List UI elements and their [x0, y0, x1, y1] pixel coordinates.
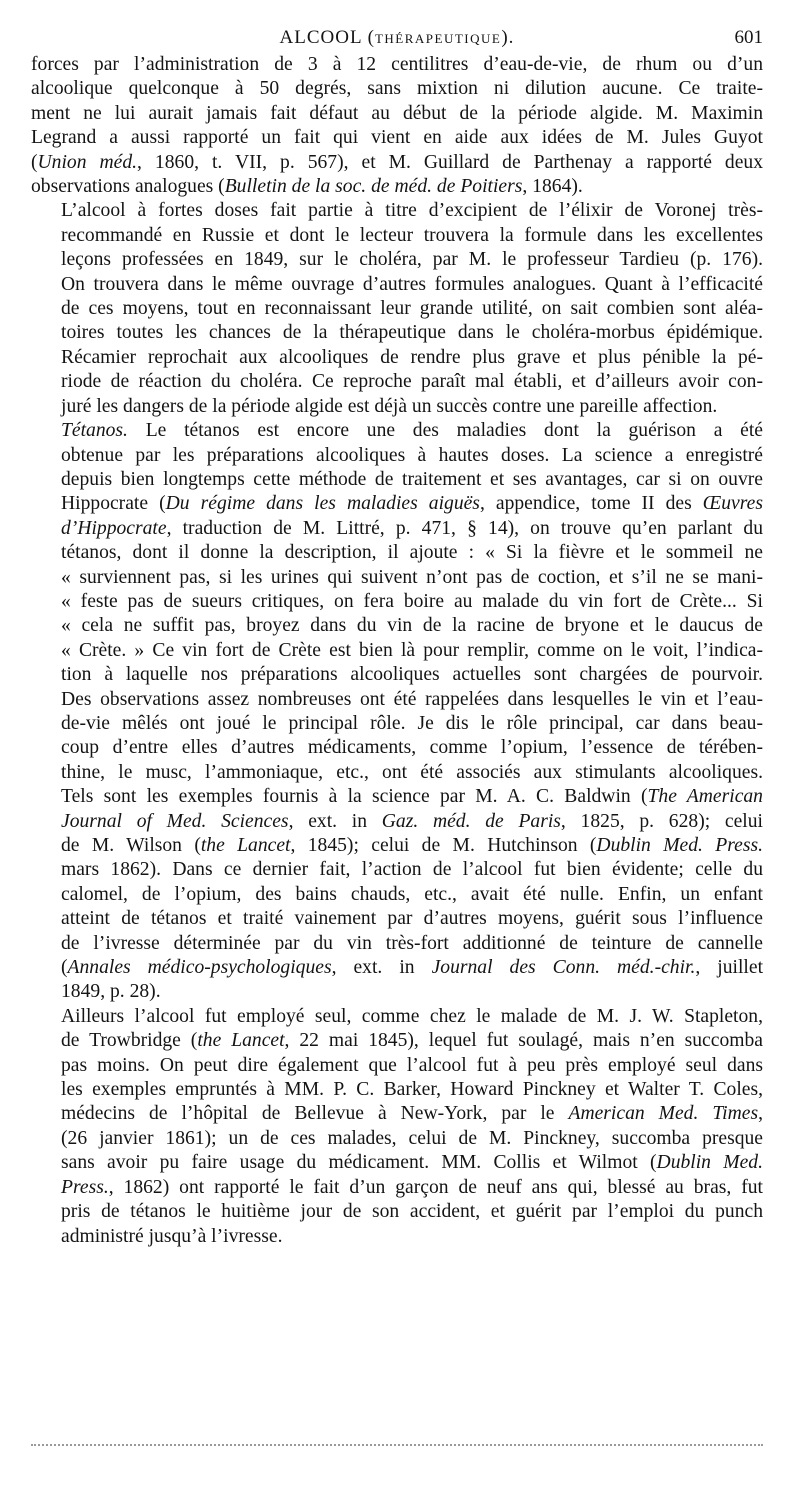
text-run: « surviennent pas, si les urines qui suivent n’ont pas de coction, et s’il ne se mani- [61, 566, 763, 588]
running-title-small: THÉRAPEUTIQUE [374, 31, 502, 46]
italic-run: Union méd. [37, 151, 138, 173]
footer-rule [31, 1444, 763, 1446]
text-line [31, 77, 763, 101]
document-page [31, 27, 763, 1249]
text-run: , traduction de M. Littré, p. 471, § 14), on trouve qu’en parlant du [166, 517, 763, 539]
text-run: « feste pas de sueurs critiques, on fera boire au malade du vin fort de Crète... Si [61, 590, 763, 612]
text-run: L’alcool à fortes doses fait partie à titre d’excipient de l’élixir de Voronej très- [61, 200, 763, 222]
text-run: pas moins. On peut dire également que l’alcool fut à peu près employé seul dans [61, 1054, 763, 1076]
text-run: , 22 mai 1845), lequel fut soulagé, mais n’en succomba [284, 1030, 763, 1052]
text-line [31, 1200, 763, 1224]
italic-run: The American [647, 786, 763, 808]
paragraph [31, 199, 763, 419]
text-line [31, 712, 763, 736]
text-run: Récamier reprochait aux alcooliques de rendre plus grave et plus pénible la pé- [61, 346, 763, 368]
text-line [31, 248, 763, 272]
text-run: Legrand a aussi rapporté un fait qui vient en aide aux idées de M. Jules Guyot [31, 127, 763, 149]
text-line [31, 1102, 763, 1126]
text-line [31, 639, 763, 663]
text-run: obtenue par les préparations alcooliques à hautes doses. La science a enregistré [61, 444, 763, 466]
italic-run: Journal of Med. Sciences [61, 810, 289, 832]
text-line [31, 346, 763, 370]
text-line [31, 663, 763, 687]
text-run: On trouvera dans le même ouvrage d’autres formules analogues. Quant à l’efficacité [61, 273, 763, 295]
italic-run: d’Hippocrate [61, 517, 167, 539]
italic-run: the Lancet [197, 1030, 285, 1052]
text-run: forces par l’administration de 3 à 12 centilitres d’eau-de-vie, de rhum ou d’un [31, 54, 763, 75]
text-run: depuis bien longtemps cette méthode de traitement et ses avantages, car si on ouvre [61, 468, 763, 490]
text-run: , 1825, p. 628); celui [560, 810, 763, 832]
italic-run: Gaz. méd. de Paris [381, 810, 561, 832]
text-run: ( [61, 957, 68, 979]
running-head [31, 27, 763, 53]
text-line [31, 151, 763, 175]
text-run: de-vie mêlés ont joué le principal rôle. Je dis le rôle principal, car dans beau- [61, 712, 763, 734]
text-run: « cela ne suffit pas, broyez dans du vin de la racine de bryone et le daucus de [61, 615, 763, 637]
text-run: atteint de tétanos et traité vainement par d’autres moyens, guérit sous l’influence [61, 908, 763, 930]
text-run: calomel, de l’opium, des bains chauds, etc., avait été nulle. Enfin, un enfant [61, 883, 763, 905]
body-text [31, 53, 763, 1249]
text-line [31, 1225, 763, 1249]
text-run: Ailleurs l’alcool fut employé seul, comme chez le malade de M. J. W. Stapleton, [61, 1005, 763, 1027]
text-line [31, 907, 763, 931]
text-run: de l’ivresse déterminée par du vin très-fort additionné de teinture de cannelle [61, 932, 763, 954]
text-run: Tels sont les exemples fournis à la science par M. A. C. Baldwin ( [61, 786, 648, 808]
text-line [31, 614, 763, 638]
text-run: (26 janvier 1861); un de ces malades, celui de M. Pinckney, succomba presque [61, 1127, 763, 1149]
italic-run: Annales médico-psychologiques [67, 957, 332, 979]
text-run: Le tétanos est encore une des maladies dont la guérison a été [127, 420, 763, 442]
text-line [31, 53, 763, 77]
text-line [31, 175, 763, 199]
text-run: pris de tétanos le huitième jour de son accident, et guérit par l’emploi du punch [61, 1201, 763, 1223]
text-line [31, 761, 763, 785]
text-run: toires toutes les chances de la thérapeutique dans le choléra-morbus épidémique. [61, 322, 763, 344]
text-line [31, 224, 763, 248]
text-line [31, 810, 763, 834]
text-run: recommandé en Russie et dont le lecteur trouvera la formule dans les excellentes [61, 224, 763, 246]
text-run: ment ne lui aurait jamais fait défaut au début de la période algide. M. Maximin [31, 102, 763, 124]
text-line [31, 1078, 763, 1102]
text-run: , 1864). [522, 176, 583, 198]
text-line [31, 1151, 763, 1175]
text-run: thine, le musc, l’ammoniaque, etc., ont été associés aux stimulants alcooliques. [61, 761, 763, 783]
text-run: observations analogues ( [31, 176, 225, 198]
text-run: 1849, p. 28). [61, 981, 161, 1003]
text-line [31, 273, 763, 297]
text-line [31, 834, 763, 858]
paragraph [31, 1005, 763, 1249]
italic-run: Œuvres [702, 493, 763, 515]
text-line [31, 395, 763, 419]
text-line [31, 541, 763, 565]
text-run: Hippocrate ( [61, 493, 166, 515]
text-run: les exemples empruntés à MM. P. C. Barker, Howard Pinckney et Walter T. Coles, [61, 1079, 763, 1101]
text-line [31, 126, 763, 150]
text-run: coup d’entre elles d’autres médicaments, comme l’opium, l’essence de térében- [61, 737, 763, 759]
text-line [31, 492, 763, 516]
italic-run: Tétanos. [61, 420, 128, 442]
italic-run: Bulletin de la soc. de méd. de Poitiers [224, 176, 523, 198]
text-line [31, 566, 763, 590]
text-line [31, 956, 763, 980]
text-run: leçons professées en 1849, sur le choléra, par M. le professeur Tardieu (p. 176). [61, 249, 763, 271]
text-run: , juillet [695, 957, 764, 979]
text-run: , [758, 1103, 763, 1125]
text-run: , 1860, t. VII, p. 567), et M. Guillard de Parthenay a rapporté deux [137, 151, 763, 173]
italic-run: Dublin Med. Press. [596, 835, 763, 856]
text-line [31, 102, 763, 126]
running-title-end: ). [501, 27, 515, 48]
text-line [31, 297, 763, 321]
text-line [31, 590, 763, 614]
text-line [31, 1029, 763, 1053]
text-run: administré jusqu’à l’ivresse. [61, 1225, 283, 1247]
text-run: , ext. in [288, 810, 382, 832]
text-line [31, 736, 763, 760]
running-title-main: ALCOOL ( [279, 27, 375, 48]
text-run: , appendice, tome II des [479, 493, 703, 515]
text-line [31, 1054, 763, 1078]
text-line [31, 1176, 763, 1200]
text-line [31, 1005, 763, 1029]
running-title [31, 27, 763, 49]
italic-run: the Lancet [200, 835, 291, 856]
text-run: ( [31, 151, 38, 173]
text-run: de Trowbridge ( [61, 1030, 198, 1052]
text-line [31, 932, 763, 956]
italic-run: American Med. Times [568, 1103, 759, 1125]
text-line [31, 883, 763, 907]
text-line [31, 1127, 763, 1151]
text-run: riode de réaction du choléra. Ce reproche paraît mal établi, et d’ailleurs avoir con- [61, 371, 763, 393]
text-run: de ces moyens, tout en reconnaissant leur grande utilité, on sait combien sont aléa- [61, 298, 763, 320]
text-run: « Crète. » Ce vin fort de Crète est bien là pour remplir, comme on le voit, l’indica- [61, 639, 763, 661]
text-run: tion à laquelle nos préparations alcooliques actuelles sont chargées de pourvoir. [61, 664, 763, 686]
text-line [31, 419, 763, 443]
text-run: Des observations assez nombreuses ont été rappelées dans lesquelles le vin et l’eau- [61, 688, 763, 710]
text-run: mars 1862). Dans ce dernier fait, l’action de l’alcool fut bien évidente; celle du [61, 859, 763, 881]
paragraph [31, 419, 763, 1005]
text-line [31, 858, 763, 882]
italic-run: Press. [61, 1176, 109, 1198]
text-line [31, 785, 763, 809]
page-number: 601 [734, 27, 763, 48]
italic-run: Journal des Conn. méd.-chir. [431, 957, 696, 979]
italic-run: Du régime dans les maladies aiguës [165, 493, 480, 515]
text-run: tétanos, dont il donne la description, il ajoute : « Si la fièvre et le sommeil ne [61, 542, 763, 564]
text-line [31, 444, 763, 468]
text-line [31, 980, 763, 1004]
text-run: médecins de l’hôpital de Bellevue à New-York, par le [61, 1103, 569, 1125]
text-run: , ext. in [331, 957, 432, 979]
text-run: juré les dangers de la période algide est déjà un succès contre une pareille affection. [61, 395, 718, 417]
text-line [31, 321, 763, 345]
text-line [31, 517, 763, 541]
text-line [31, 199, 763, 223]
text-run: , 1845); celui de M. Hutchinson ( [290, 835, 597, 856]
italic-run: Dublin Med. [656, 1152, 763, 1174]
text-run: de M. Wilson ( [61, 835, 201, 856]
text-line [31, 370, 763, 394]
paragraph [31, 53, 763, 199]
text-run: sans avoir pu faire usage du médicament. MM. Collis et Wilmot ( [61, 1152, 657, 1174]
text-run: alcoolique quelconque à 50 degrés, sans mixtion ni dilution aucune. Ce traite- [31, 78, 763, 100]
text-line [31, 468, 763, 492]
text-line [31, 688, 763, 712]
text-run: , 1862) ont rapporté le fait d’un garçon de neuf ans qui, blessé au bras, fut [108, 1176, 763, 1198]
